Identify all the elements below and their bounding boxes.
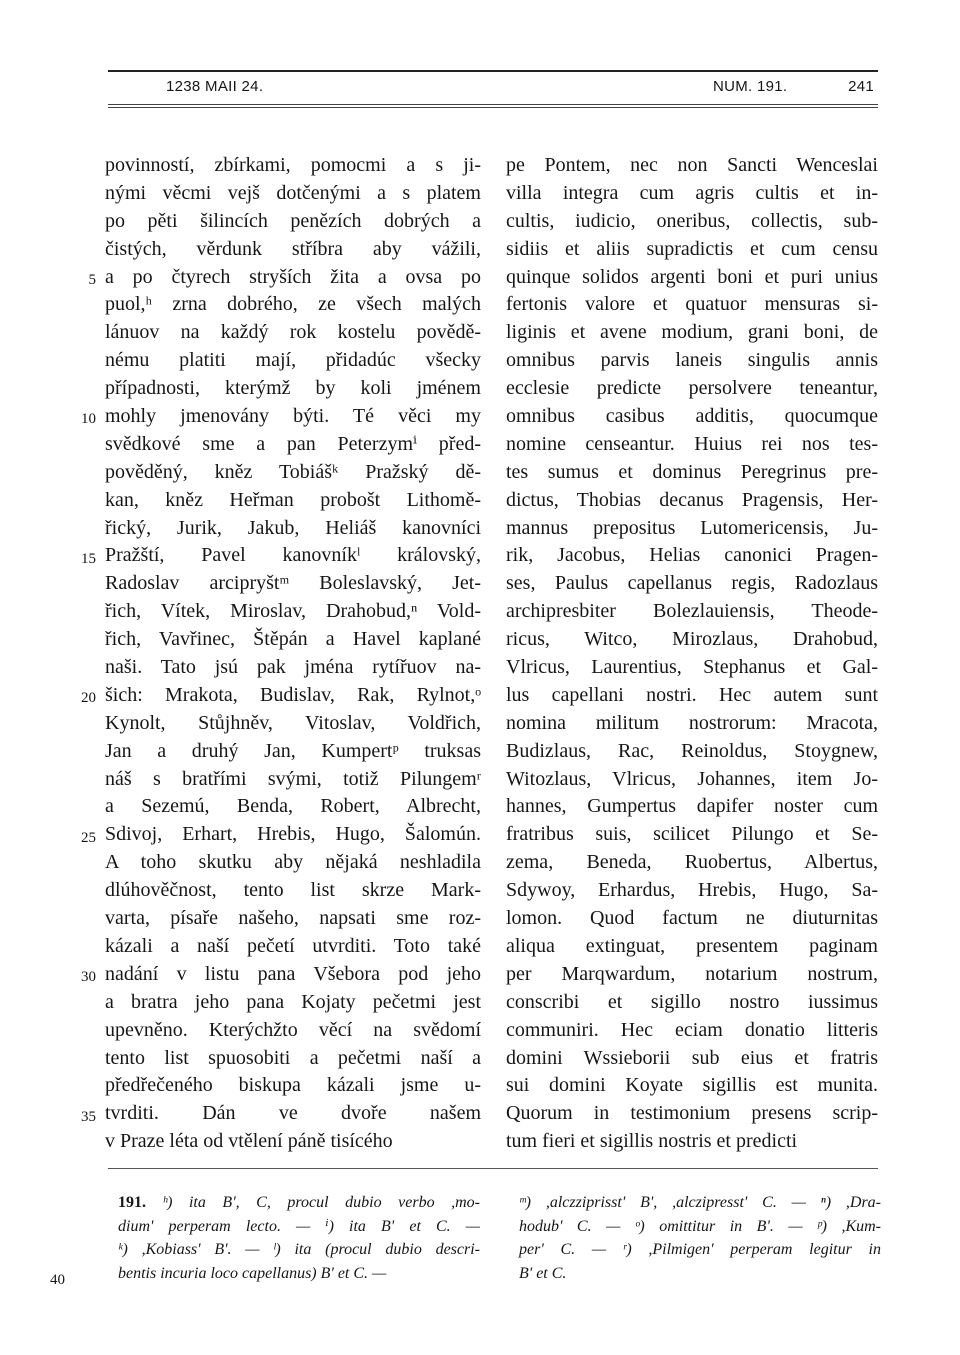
- footnotes-right-column: [519, 1191, 881, 1285]
- line-number: 5: [88, 271, 96, 288]
- latin-text-line: ricus, Witco, Mirozlaus, Drahobud,: [506, 628, 878, 651]
- czech-text-line: lánuov na každý rok kostelu povědě-: [105, 321, 481, 344]
- latin-text-line: archipresbiter Bolezlauiensis, Theode-: [506, 600, 878, 623]
- czech-text-line: povinností, zbírkami, pomocmi a s ji-: [105, 154, 481, 176]
- czech-text-line: Radoslav arcipryštᵐ Boleslavský, Jet-: [105, 572, 481, 595]
- latin-text-line: cultis, iudicio, oneribus, collectis, sub-: [506, 209, 878, 232]
- latin-text-line: zema, Beneda, Ruobertus, Albertus,: [506, 851, 878, 874]
- footnote-divider: [108, 1168, 878, 1169]
- header-page-number: 241: [848, 78, 874, 95]
- czech-text-line: nadání v listu pana Všebora pod jeho: [105, 962, 481, 985]
- czech-text-line: tento list spuosobiti a pečetmi naší a: [105, 1046, 481, 1069]
- czech-text-column: [105, 152, 481, 1156]
- czech-text-line: puol,ʰ zrna dobrého, ze všech malých: [105, 293, 481, 316]
- czech-text-line: kan, kněz Heřman probošt Lithomě-: [105, 488, 481, 511]
- latin-text-line: omnibus parvis laneis singulis annis: [506, 349, 878, 372]
- czech-text-line: šich: Mrakota, Budislav, Rak, Rylnot,ᵒ: [105, 683, 481, 706]
- czech-text-line: Pražští, Pavel kanovníkˡ královský,: [105, 544, 481, 567]
- czech-text-line: náš s bratřími svými, totiž Pilungemʳ: [105, 767, 481, 790]
- latin-text-line: communiri. Hec eciam donatio litteris: [506, 1018, 878, 1041]
- latin-text-line: Quorum in testimonium presens scrip-: [506, 1102, 878, 1125]
- czech-text-line: upevněno. Kterýchžto věcí na svědomí: [105, 1018, 481, 1041]
- latin-text-line: fertonis valore et quatuor mensuras si-: [506, 293, 878, 316]
- latin-text-line: Vlricus, Laurentius, Stephanus et Gal-: [506, 656, 878, 679]
- latin-text-column: [506, 152, 878, 1156]
- czech-text-line: v Praze léta od vtělení páně tisícého: [105, 1130, 393, 1153]
- czech-text-line: Kynolt, Stůjhněv, Vitoslav, Voldřich,: [105, 711, 481, 734]
- czech-text-line: řich, Vítek, Miroslav, Drahobud,ⁿ Vold-: [105, 600, 481, 623]
- latin-text-line: Witozlaus, Vlricus, Johannes, item Jo-: [506, 767, 878, 790]
- czech-text-line: Jan a druhý Jan, Kumpertᵖ truksas: [105, 739, 481, 762]
- czech-text-line: a po čtyrech stryších žita a ovsa po: [105, 265, 481, 288]
- latin-text-line: aliqua extinguat, presentem paginam: [506, 934, 878, 957]
- footnote-document-number: 191.: [118, 1194, 146, 1211]
- header-date: 1238 MAII 24.: [166, 78, 264, 95]
- footnote-line: per' C. — ʳ) ,Pilmigen' perperam legitur in: [519, 1241, 881, 1258]
- latin-text-line: Sdywoy, Erhardus, Hrebis, Hugo, Sa-: [506, 879, 878, 902]
- latin-text-line: sidiis et aliis supradictis et cum censu: [506, 237, 878, 260]
- czech-text-line: kázali a naší pečetí utvrditi. Toto také: [105, 934, 481, 957]
- header-document-number: NUM. 191.: [713, 78, 788, 95]
- czech-text-line: předřečeného biskupa kázali jsme u-: [105, 1074, 481, 1097]
- latin-text-line: villa integra cum agris cultis et in-: [506, 181, 878, 204]
- czech-text-line: svědkové sme a pan Peterzymⁱ před-: [105, 432, 481, 455]
- latin-text-line: tum fieri et sigillis nostris et predicti: [506, 1130, 798, 1153]
- footnote-line-number: 40: [50, 1272, 65, 1288]
- running-header: [108, 70, 878, 105]
- czech-text-line: a Sezemú, Benda, Robert, Albrecht,: [105, 795, 481, 818]
- footnote-line: ᵐ) ,alczziprisst' B', ,alczipresst' C. — ⁿ) ,Dra-: [519, 1194, 881, 1211]
- czech-text-line: A toho skutku aby nějaká neshladila: [105, 851, 481, 874]
- latin-text-line: dictus, Thobias decanus Pragensis, Her-: [506, 488, 878, 511]
- latin-text-line: conscribi et sigillo nostro iussimus: [506, 990, 878, 1013]
- line-number: 15: [81, 550, 96, 567]
- latin-text-line: sui domini Koyate sigillis est munita.: [506, 1074, 878, 1097]
- czech-text-line: naši. Tato jsú pak jména rytířuov na-: [105, 656, 481, 679]
- latin-text-line: ecclesie predicte persolvere teneantur,: [506, 377, 878, 400]
- latin-text-line: per Marqwardum, notarium nostrum,: [506, 962, 878, 985]
- czech-text-line: řich, Vavřinec, Štěpán a Havel kaplané: [105, 628, 481, 651]
- line-number: 25: [81, 829, 96, 846]
- footnote-line: [118, 1191, 480, 1215]
- czech-text-line: nými věcmi vejš dotčenými a s platem: [105, 181, 481, 204]
- latin-text-line: rik, Jacobus, Helias canonici Pragen-: [506, 544, 878, 567]
- latin-text-line: nomina militum nostrorum: Mracota,: [506, 711, 878, 734]
- latin-text-line: pe Pontem, nec non Sancti Wenceslai: [506, 154, 878, 176]
- line-number: 20: [81, 690, 96, 707]
- footnotes-left-column: [118, 1191, 480, 1285]
- latin-text-line: lus capellani nostri. Hec autem sunt: [506, 683, 878, 706]
- latin-text-line: hannes, Gumpertus dapifer noster cum: [506, 795, 878, 818]
- czech-text-line: a bratra jeho pana Kojaty pečetmi jest: [105, 990, 481, 1013]
- czech-text-line: čistých, věrdunk stříbra aby vážili,: [105, 237, 481, 260]
- footnote-line: B' et C.: [519, 1264, 567, 1282]
- footnote-line: bentis incuria loco capellanus) B' et C. —: [118, 1264, 387, 1282]
- latin-text-line: domini Wssieborii sub eius et fratris: [506, 1046, 878, 1069]
- latin-text-line: fratribus suis, scilicet Pilungo et Se-: [506, 823, 878, 846]
- latin-text-line: Budizlaus, Rac, Reinoldus, Stoygnew,: [506, 739, 878, 762]
- footnote-line: hodub' C. — ᵒ) omittitur in B'. — ᵖ) ,Kum-: [519, 1217, 881, 1235]
- latin-text-line: tes sumus et dominus Peregrinus pre-: [506, 460, 878, 483]
- line-number: 30: [81, 969, 96, 986]
- czech-text-line: tvrditi. Dán ve dvoře našem: [105, 1102, 481, 1125]
- footnote-text: ʰ) ita B', C, procul dubio verbo ,mo-: [162, 1194, 481, 1211]
- latin-text-line: liginis et avene modium, grani boni, de: [506, 321, 878, 344]
- line-number: 10: [81, 411, 96, 428]
- footnote-line: ᵏ) ,Kobiass' B'. — ˡ) ita (procul dubio descri-: [118, 1241, 480, 1258]
- footnote-line: dium' perperam lecto. — ⁱ) ita B' et C. —: [118, 1217, 480, 1235]
- czech-text-line: řický, Jurik, Jakub, Heliáš kanovníci: [105, 516, 481, 539]
- latin-text-line: mannus prepositus Lutomericensis, Ju-: [506, 516, 878, 539]
- czech-text-line: po pěti šilincích penězích dobrých a: [105, 209, 481, 232]
- czech-text-line: případnosti, kterýmž by koli jménem: [105, 377, 481, 400]
- line-number: 35: [81, 1108, 96, 1125]
- czech-text-line: mohly jmenovány býti. Té věci my: [105, 405, 481, 428]
- czech-text-line: nému platiti mají, přidadúc všecky: [105, 349, 481, 372]
- czech-text-line: dlúhověčnost, tento list skrze Mark-: [105, 879, 481, 902]
- czech-text-line: pověděný, kněz Tobiášᵏ Pražský dě-: [105, 460, 481, 483]
- czech-text-line: varta, písaře našeho, napsati sme roz-: [105, 907, 481, 930]
- latin-text-line: ses, Paulus capellanus regis, Radozlaus: [506, 572, 878, 595]
- latin-text-line: lomon. Quod factum ne diuturnitas: [506, 907, 878, 930]
- latin-text-line: nomine censeantur. Huius rei nos tes-: [506, 432, 878, 455]
- latin-text-line: quinque solidos argenti boni et puri unius: [506, 265, 878, 288]
- latin-text-line: omnibus casibus additis, quocumque: [506, 405, 878, 428]
- czech-text-line: Sdivoj, Erhart, Hrebis, Hugo, Šalomún.: [105, 823, 481, 846]
